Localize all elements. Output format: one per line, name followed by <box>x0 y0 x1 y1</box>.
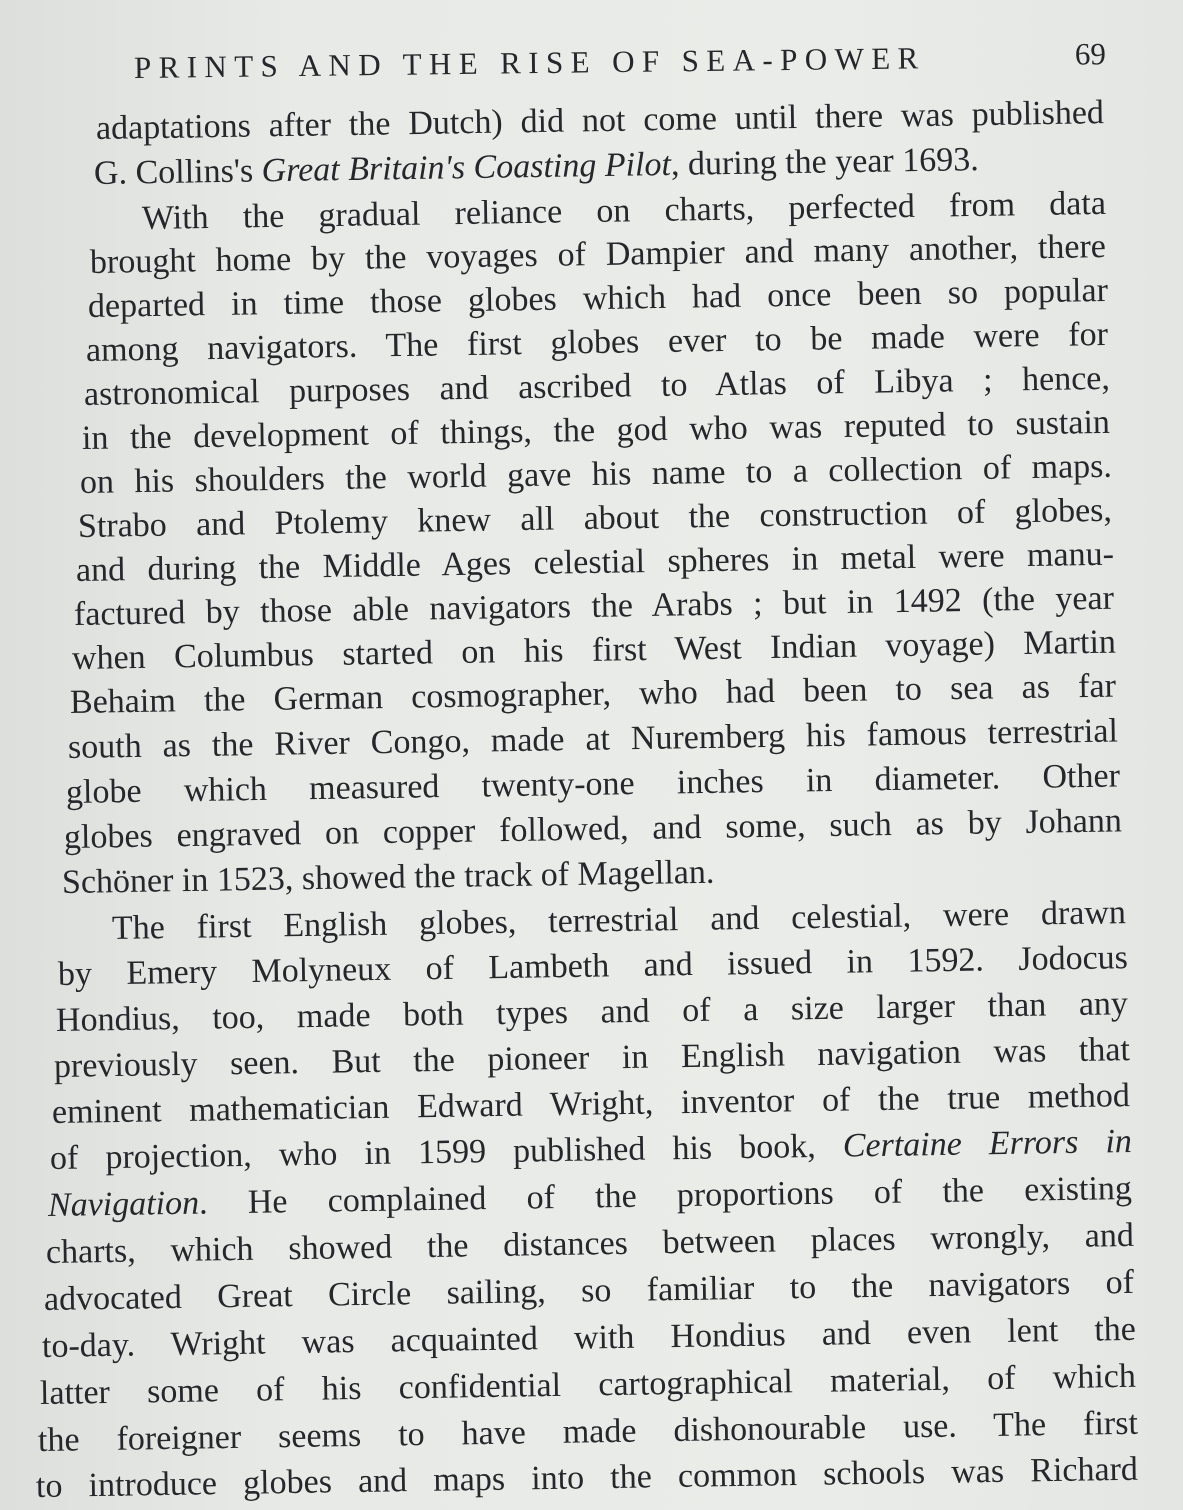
text-line: in the development of things, the god who was reputed to sustain <box>81 403 1111 457</box>
text-line: south as the River Congo, made at Nuremberg his famous terrestrial <box>67 712 1119 766</box>
text-line: when Columbus started on his first West Indian voyage) Martin <box>71 623 1117 677</box>
text-line: on his shoulders the world gave his name to a collection of maps. <box>79 447 1113 501</box>
text-line: astronomical purposes and ascribed to Atlas of Libya ; hence, <box>83 359 1111 413</box>
text-line: brought home by the voyages of Dampier and many another, there <box>89 228 1107 281</box>
text-line: The first English globes, terrestrial and celestial, were drawn <box>111 894 1127 947</box>
text-line: the foreigner seems to have made dishonourable use. The first <box>37 1404 1139 1459</box>
text-line: eminent mathematician Edward Wright, inventor of the true method <box>51 1077 1131 1131</box>
text-line: advocated Great Circle sailing, so familiar to the navigators of <box>43 1263 1135 1318</box>
text-line: factured by those able navigators the Arabs ; but in 1492 (the year <box>73 579 1115 633</box>
text-line: and during the Middle Ages celestial spheres in metal were manu- <box>75 535 1115 589</box>
text-line: G. Collins's Great Britain's Coasting Pilot, during the year 1693. <box>93 141 979 192</box>
text-line: Hondius, too, made both types and of a size larger than any <box>55 985 1129 1039</box>
text-line: departed in time those globes which had once been so popular <box>87 271 1109 325</box>
running-title: PRINTS AND THE RISE OF SEA-POWER <box>133 40 926 85</box>
page-number: 69 <box>1074 36 1107 72</box>
text-line: Schöner in 1523, showed the track of Magellan. <box>61 853 715 901</box>
text-line: Strabo and Ptolemy knew all about the construction of globes, <box>77 491 1113 545</box>
text-line: to introduce globes and maps into the common schools was Richard <box>35 1450 1139 1505</box>
text-line: adaptations after the Dutch) did not come until there was published <box>95 94 1105 147</box>
text-line: by Emery Molyneux of Lambeth and issued in 1592. Jodocus <box>57 939 1129 993</box>
text-line: Navigation. He complained of the proportions of the existing <box>47 1169 1133 1224</box>
text-line: previously seen. But the pioneer in English navigation was that <box>53 1031 1131 1085</box>
text-line: globe which measured twenty-one inches in diameter. Other <box>65 757 1121 811</box>
text-line: among navigators. The first globes ever to be made were for <box>85 315 1109 369</box>
text-line: to-day. Wright was acquainted with Hondius and even lent the <box>41 1310 1137 1365</box>
text-line: of projection, who in 1599 published his book, Certaine Errors in <box>49 1123 1133 1177</box>
text-line: globes engraved on copper followed, and some, such as by Johann <box>63 802 1123 856</box>
text-line: Behaim the German cosmographer, who had been to sea as far <box>69 667 1117 721</box>
text-line: charts, which showed the distances between places wrongly, and <box>45 1216 1135 1271</box>
running-head <box>134 34 1106 90</box>
text-line: latter some of his confidential cartographical material, of which <box>39 1357 1137 1412</box>
text-line: With the gradual reliance on charts, perfected from data <box>141 184 1107 237</box>
